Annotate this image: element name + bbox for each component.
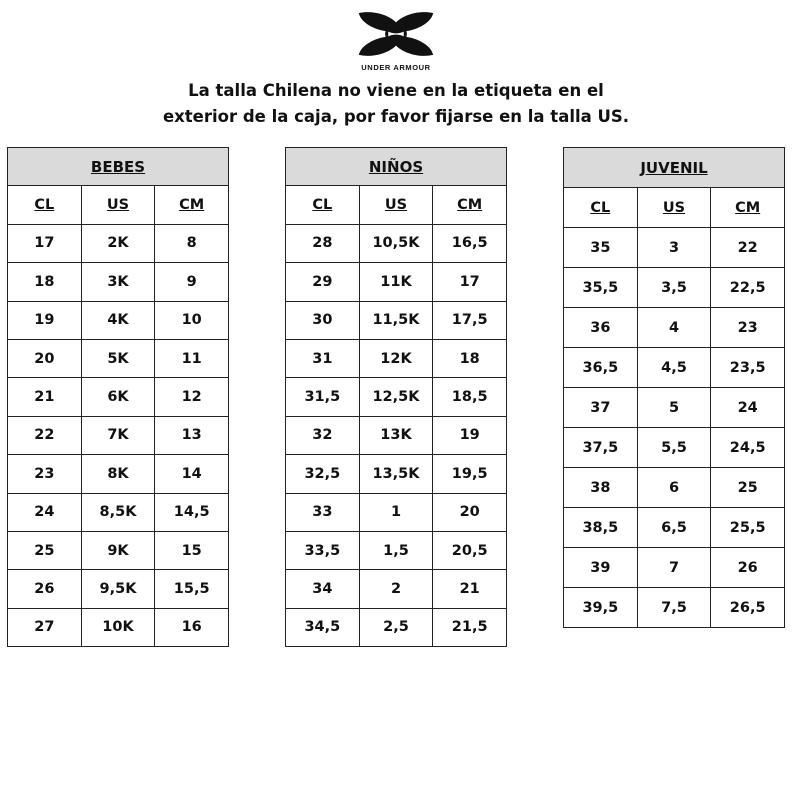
table-title: [8, 148, 229, 186]
table-cell: 35: [564, 228, 638, 268]
table-header-row: [286, 186, 507, 224]
table-row: [286, 455, 507, 493]
table-cell: 19: [433, 416, 507, 454]
table-cell: 2: [359, 570, 433, 608]
table-title-label: NIÑOS: [368, 157, 424, 176]
table-cell: 11: [155, 339, 229, 377]
table-cell: 3K: [81, 263, 155, 301]
table-cell: 19: [8, 301, 82, 339]
table-cell: 18: [8, 263, 82, 301]
table-title: [564, 148, 785, 188]
table-cell: 26: [8, 570, 82, 608]
table-row: [8, 263, 229, 301]
table-cell: 33: [286, 493, 360, 531]
table-cell: 5K: [81, 339, 155, 377]
table-title-row: [286, 148, 507, 186]
table-row: [8, 416, 229, 454]
table-cell: 31: [286, 339, 360, 377]
table-cell: 21: [8, 378, 82, 416]
table-title-row: [8, 148, 229, 186]
table-cell: 8,5K: [81, 493, 155, 531]
table-cell: 34,5: [286, 608, 360, 646]
table-row: [564, 468, 785, 508]
table-row: [8, 301, 229, 339]
table-cell: 36,5: [564, 348, 638, 388]
table-cell: 10K: [81, 608, 155, 646]
table-header-row: [8, 186, 229, 224]
table-row: [8, 455, 229, 493]
table-title-row: [564, 148, 785, 188]
notice-line-2: exterior de la caja, por favor fijarse en la talla US.: [162, 107, 630, 126]
table-cell: 4: [637, 308, 711, 348]
table-row: [564, 508, 785, 548]
table-cell: 12: [155, 378, 229, 416]
column-header: [711, 188, 785, 228]
table-cell: 35,5: [564, 268, 638, 308]
under-armour-logo-icon: [357, 10, 435, 58]
table-cell: 23: [711, 308, 785, 348]
table-cell: 17: [8, 224, 82, 262]
table-cell: 37,5: [564, 428, 638, 468]
table-cell: 3,5: [637, 268, 711, 308]
table-cell: 8K: [81, 455, 155, 493]
table-row: [8, 570, 229, 608]
column-header: [637, 188, 711, 228]
table-cell: 15: [155, 531, 229, 569]
table-cell: 1: [359, 493, 433, 531]
column-header: [81, 186, 155, 224]
table-row: [286, 531, 507, 569]
column-header: [155, 186, 229, 224]
table-cell: 11K: [359, 263, 433, 301]
table-title: [286, 148, 507, 186]
table-cell: 37: [564, 388, 638, 428]
column-header-label: US: [384, 197, 408, 214]
table-cell: 18,5: [433, 378, 507, 416]
table-cell: 23,5: [711, 348, 785, 388]
table-row: [564, 228, 785, 268]
column-header-label: CM: [457, 197, 483, 214]
table-cell: 11,5K: [359, 301, 433, 339]
column-header: [433, 186, 507, 224]
table-row: [564, 348, 785, 388]
table-cell: 18: [433, 339, 507, 377]
table-cell: 13K: [359, 416, 433, 454]
table-cell: 26: [711, 548, 785, 588]
table-row: [564, 388, 785, 428]
table-cell: 24: [711, 388, 785, 428]
table-cell: 25,5: [711, 508, 785, 548]
table-cell: 5,5: [637, 428, 711, 468]
table-cell: 4,5: [637, 348, 711, 388]
table-cell: 25: [711, 468, 785, 508]
column-header-label: CL: [312, 197, 333, 214]
table-cell: 39,5: [564, 588, 638, 628]
table-cell: 19,5: [433, 455, 507, 493]
table-row: [286, 339, 507, 377]
table-cell: 20: [433, 493, 507, 531]
table-cell: 16: [155, 608, 229, 646]
column-header: [564, 188, 638, 228]
table-cell: 15,5: [155, 570, 229, 608]
table-cell: 12K: [359, 339, 433, 377]
table-cell: 24: [8, 493, 82, 531]
table-cell: 22,5: [711, 268, 785, 308]
size-table-ninos: [285, 147, 507, 647]
table-cell: 32: [286, 416, 360, 454]
table-cell: 32,5: [286, 455, 360, 493]
table-row: [286, 416, 507, 454]
table-row: [8, 493, 229, 531]
table-cell: 17: [433, 263, 507, 301]
table-cell: 22: [8, 416, 82, 454]
table-row: [8, 378, 229, 416]
table-cell: 31,5: [286, 378, 360, 416]
table-cell: 17,5: [433, 301, 507, 339]
table-row: [564, 548, 785, 588]
table-cell: 2K: [81, 224, 155, 262]
table-cell: 6,5: [637, 508, 711, 548]
notice-line-1: La talla Chilena no viene en la etiqueta en el: [188, 81, 604, 100]
column-header: [8, 186, 82, 224]
table-cell: 29: [286, 263, 360, 301]
table-cell: 25: [8, 531, 82, 569]
table-row: [8, 339, 229, 377]
size-table-bebes: [7, 147, 229, 647]
table-cell: 5: [637, 388, 711, 428]
brand-header: [0, 10, 792, 72]
table-row: [286, 570, 507, 608]
table-cell: 21: [433, 570, 507, 608]
table-title-label: JUVENIL: [640, 158, 708, 177]
table-cell: 30: [286, 301, 360, 339]
table-row: [286, 224, 507, 262]
column-header-label: US: [662, 199, 686, 216]
table-row: [286, 378, 507, 416]
table-cell: 4K: [81, 301, 155, 339]
table-cell: 3: [637, 228, 711, 268]
table-cell: 27: [8, 608, 82, 646]
table-row: [286, 263, 507, 301]
table-cell: 10,5K: [359, 224, 433, 262]
table-row: [564, 588, 785, 628]
table-cell: 28: [286, 224, 360, 262]
column-header-label: US: [106, 197, 130, 214]
table-cell: 33,5: [286, 531, 360, 569]
table-cell: 16,5: [433, 224, 507, 262]
table-cell: 9K: [81, 531, 155, 569]
table-cell: 34: [286, 570, 360, 608]
notice-text: [0, 78, 792, 130]
table-row: [564, 268, 785, 308]
column-header-label: CM: [179, 197, 205, 214]
size-table-juvenil: [563, 147, 785, 628]
table-cell: 24,5: [711, 428, 785, 468]
table-cell: 10: [155, 301, 229, 339]
table-cell: 39: [564, 548, 638, 588]
table-header-row: [564, 188, 785, 228]
table-cell: 9: [155, 263, 229, 301]
table-row: [8, 531, 229, 569]
column-header-label: CL: [590, 199, 611, 216]
table-cell: 14,5: [155, 493, 229, 531]
table-cell: 26,5: [711, 588, 785, 628]
table-title-label: BEBES: [90, 157, 146, 176]
table-cell: 14: [155, 455, 229, 493]
brand-name: UNDER ARMOUR: [361, 63, 431, 72]
table-row: [286, 493, 507, 531]
table-cell: 7K: [81, 416, 155, 454]
column-header-label: CL: [34, 197, 55, 214]
table-cell: 21,5: [433, 608, 507, 646]
table-row: [564, 308, 785, 348]
column-header: [359, 186, 433, 224]
table-cell: 9,5K: [81, 570, 155, 608]
table-row: [8, 608, 229, 646]
table-row: [286, 608, 507, 646]
table-cell: 20,5: [433, 531, 507, 569]
table-cell: 2,5: [359, 608, 433, 646]
table-cell: 7,5: [637, 588, 711, 628]
table-cell: 7: [637, 548, 711, 588]
column-header-label: CM: [735, 199, 761, 216]
table-cell: 8: [155, 224, 229, 262]
table-cell: 1,5: [359, 531, 433, 569]
table-cell: 23: [8, 455, 82, 493]
table-cell: 12,5K: [359, 378, 433, 416]
table-cell: 6K: [81, 378, 155, 416]
table-cell: 13: [155, 416, 229, 454]
table-cell: 36: [564, 308, 638, 348]
table-cell: 38: [564, 468, 638, 508]
table-row: [286, 301, 507, 339]
table-cell: 6: [637, 468, 711, 508]
table-cell: 22: [711, 228, 785, 268]
table-row: [8, 224, 229, 262]
table-cell: 38,5: [564, 508, 638, 548]
table-cell: 20: [8, 339, 82, 377]
table-cell: 13,5K: [359, 455, 433, 493]
column-header: [286, 186, 360, 224]
table-row: [564, 428, 785, 468]
